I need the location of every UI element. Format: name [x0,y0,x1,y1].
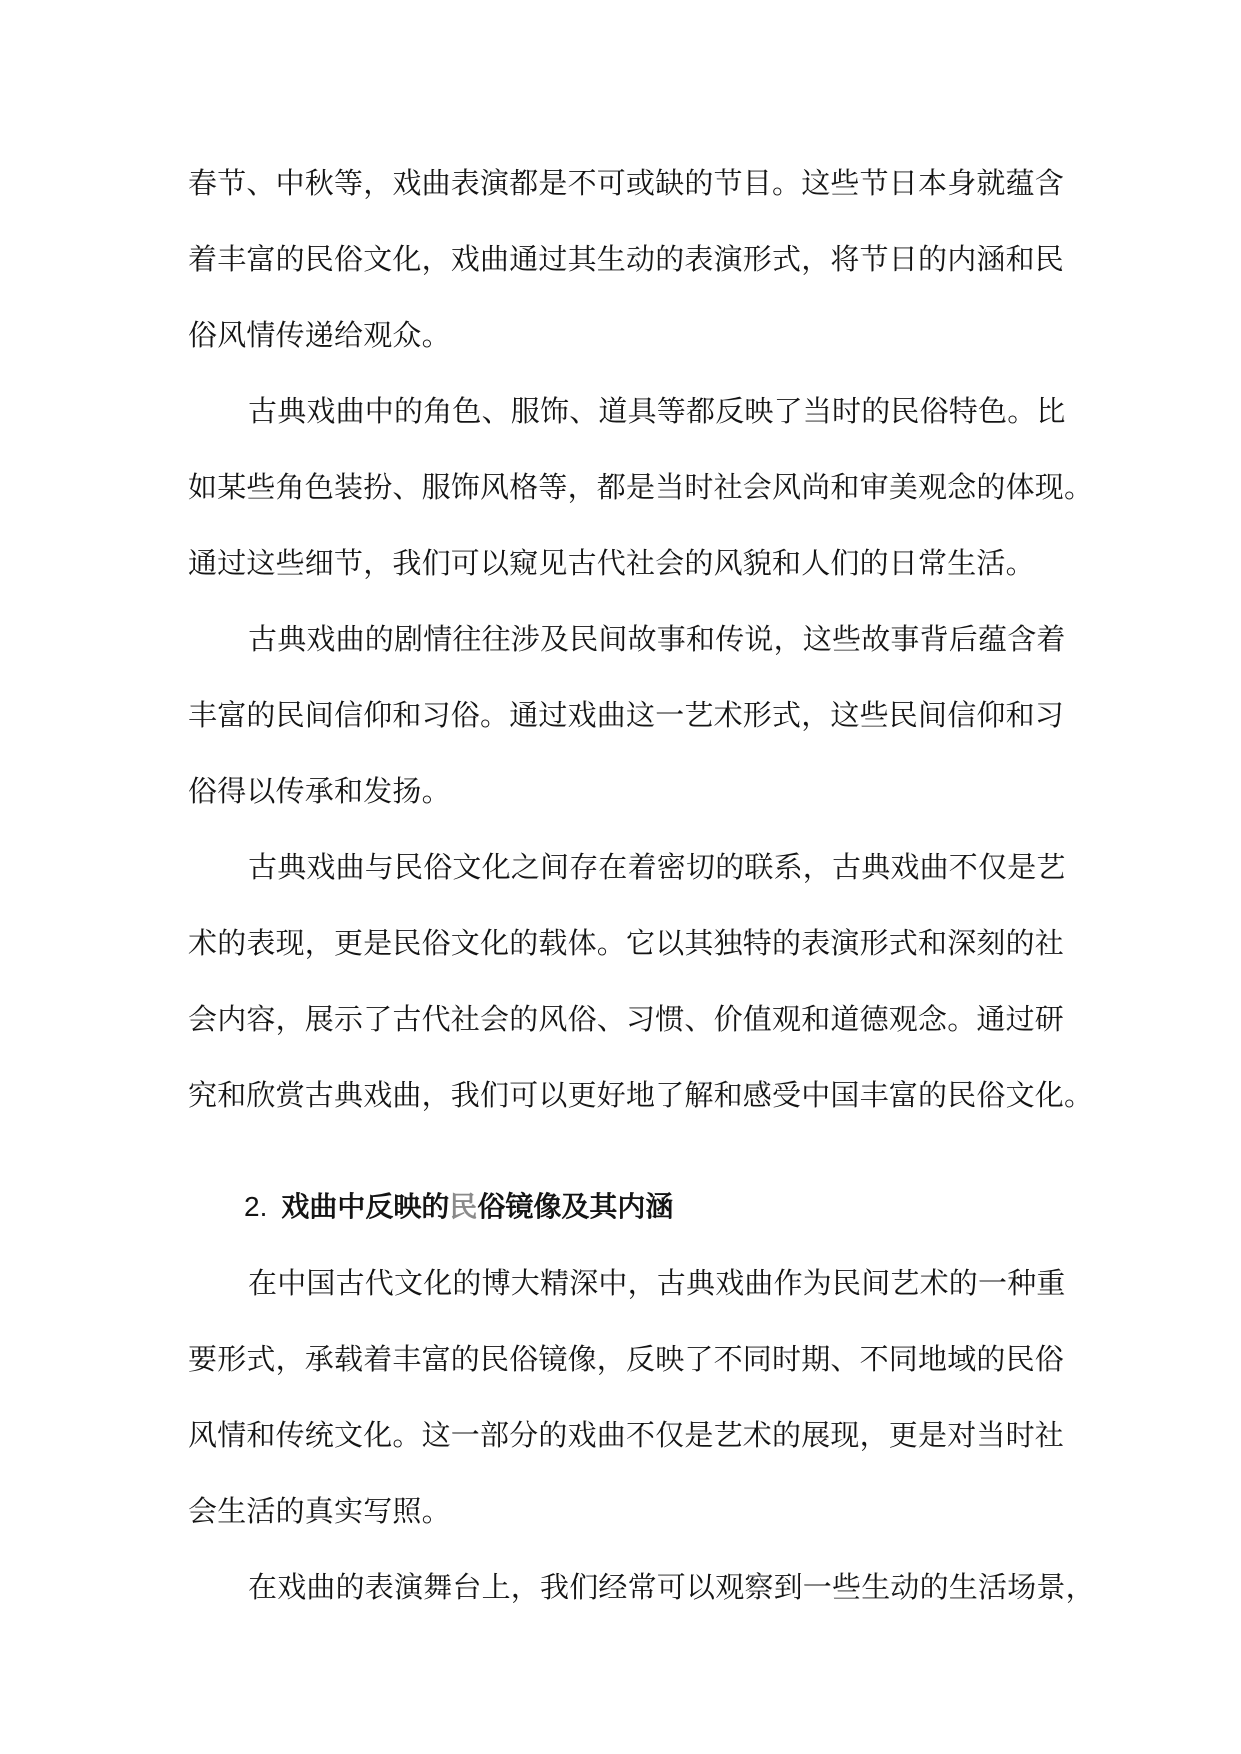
text-line: 究和欣赏古典戏曲，我们可以更好地了解和感受中国丰富的民俗文化。 [188,1078,1094,1112]
document-body [188,145,1095,1625]
text-line: 要形式，承载着丰富的民俗镜像，反映了不同时期、不同地域的民俗 [188,1342,1065,1376]
section-heading [188,1169,1068,1245]
text-line: 丰富的民间信仰和习俗。通过戏曲这一艺术形式，这些民间信仰和习 [188,698,1065,732]
paragraph-costumes [188,373,1094,601]
text-line: 在中国古代文化的博大精深中，古典戏曲作为民间艺术的一种重 [248,1266,1066,1300]
section-title-part: 俗镜像及其内涵 [477,1190,674,1223]
text-line: 着丰富的民俗文化，戏曲通过其生动的表演形式，将节日的内涵和民 [188,242,1065,276]
text-line: 春节、中秋等，戏曲表演都是不可或缺的节目。这些节日本身就蕴含 [188,166,1065,200]
text-line: 在戏曲的表演舞台上，我们经常可以观察到一些生动的生活场景， [248,1570,1095,1604]
section-title-part: 民 [449,1190,478,1223]
section-spacer [188,1133,1068,1169]
text-line: 通过这些细节，我们可以窥见古代社会的风貌和人们的日常生活。 [188,546,1035,580]
text-line: 俗风情传递给观众。 [188,318,451,352]
section-title-part: 戏曲中反映的 [281,1190,450,1223]
paragraph-folk-mirror [188,1245,1068,1549]
section-number: 2. [244,1191,268,1222]
paragraph-summary [188,829,1094,1133]
text-line: 会内容，展示了古代社会的风俗、习惯、价值观和道德观念。通过研 [188,1002,1065,1036]
paragraph-folk-stories [188,601,1068,829]
text-line: 古典戏曲的剧情往往涉及民间故事和传说，这些故事背后蕴含着 [248,622,1066,656]
text-line: 术的表现，更是民俗文化的载体。它以其独特的表演形式和深刻的社 [188,926,1065,960]
text-line: 古典戏曲与民俗文化之间存在着密切的联系，古典戏曲不仅是艺 [248,850,1066,884]
text-line: 古典戏曲中的角色、服饰、道具等都反映了当时的民俗特色。比 [248,394,1066,428]
text-line: 如某些角色装扮、服饰风格等，都是当时社会风尚和审美观念的体现。 [188,470,1094,504]
text-line: 会生活的真实写照。 [188,1494,451,1528]
paragraph-festivals [188,145,1068,373]
text-line: 俗得以传承和发扬。 [188,774,451,808]
paragraph-stage-scenes [188,1549,1095,1625]
text-line: 风情和传统文化。这一部分的戏曲不仅是艺术的展现，更是对当时社 [188,1418,1065,1452]
